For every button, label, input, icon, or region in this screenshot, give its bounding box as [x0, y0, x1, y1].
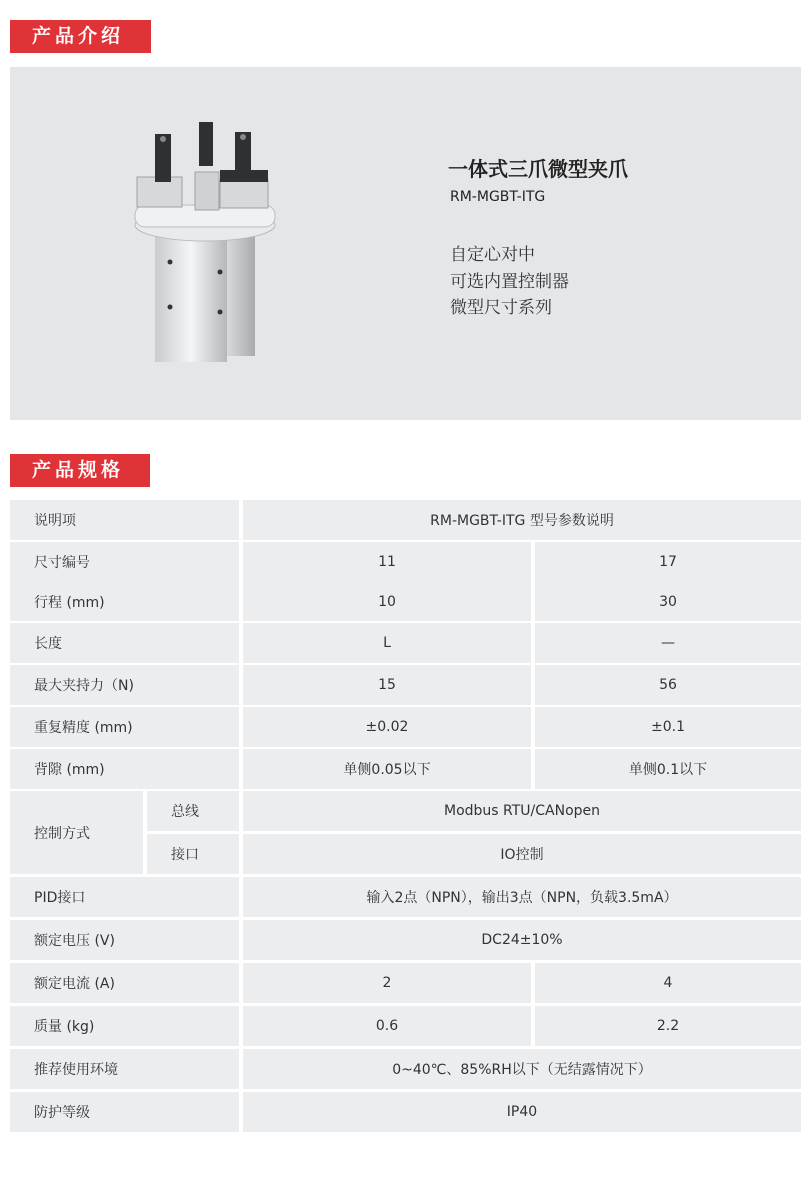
intro-section-tag: 产品介绍	[10, 20, 151, 53]
spec-cell: 0~40℃、85%RH以下（无结露情况下）	[243, 1049, 801, 1089]
spec-cell: 单侧0.05以下	[243, 749, 531, 789]
product-hero	[10, 67, 801, 420]
spec-row-label: 尺寸编号	[10, 542, 239, 582]
spec-sub-label: 总线	[147, 791, 239, 831]
product-model: RM-MGBT-ITG	[450, 189, 546, 205]
spec-row-label: 重复精度 (mm)	[10, 707, 239, 747]
spec-row-label: 背隙 (mm)	[10, 749, 239, 789]
spec-cell: 0.6	[243, 1006, 531, 1046]
spec-sub-label: 接口	[147, 834, 239, 874]
spec-cell: —	[535, 623, 801, 663]
spec-header-label: 说明项	[10, 500, 239, 540]
product-title: 一体式三爪微型夹爪	[448, 157, 628, 181]
feature-item: 可选内置控制器	[450, 272, 569, 292]
spec-cell: Modbus RTU/CANopen	[243, 791, 801, 831]
spec-cell: 10	[243, 582, 531, 621]
spec-row-label: 额定电流 (A)	[10, 963, 239, 1003]
spec-row-label: 防护等级	[10, 1092, 239, 1132]
spec-cell: 单侧0.1以下	[535, 749, 801, 789]
feature-item: 微型尺寸系列	[450, 298, 552, 318]
spec-section-tag: 产品规格	[10, 454, 150, 487]
spec-cell: 30	[535, 582, 801, 621]
spec-cell: 2	[243, 963, 531, 1003]
spec-cell: IP40	[243, 1092, 801, 1132]
gripper-product-image	[125, 122, 285, 367]
spec-row-label: 质量 (kg)	[10, 1006, 239, 1046]
spec-row-label: 行程 (mm)	[10, 582, 239, 621]
spec-cell: 2.2	[535, 1006, 801, 1046]
spec-cell: 17	[535, 542, 801, 582]
spec-cell: 15	[243, 665, 531, 705]
spec-cell: 11	[243, 542, 531, 582]
spec-cell: 4	[535, 963, 801, 1003]
spec-cell: ±0.1	[535, 707, 801, 747]
spec-row-label: 最大夹持力（N)	[10, 665, 239, 705]
spec-header-value: RM-MGBT-ITG 型号参数说明	[243, 500, 801, 540]
spec-row-label: PID接口	[10, 877, 239, 917]
spec-cell: 56	[535, 665, 801, 705]
spec-row-label: 推荐使用环境	[10, 1049, 239, 1089]
spec-row-label: 长度	[10, 623, 239, 663]
spec-cell: ±0.02	[243, 707, 531, 747]
feature-item: 自定心对中	[450, 245, 535, 265]
spec-cell: IO控制	[243, 834, 801, 874]
spec-row-label: 额定电压 (V)	[10, 920, 239, 960]
spec-cell: DC24±10%	[243, 920, 801, 960]
spec-cell: 输入2点（NPN），输出3点（NPN，负载3.5mA）	[243, 877, 801, 917]
spec-cell: L	[243, 623, 531, 663]
spec-row-label: 控制方式	[10, 791, 143, 874]
